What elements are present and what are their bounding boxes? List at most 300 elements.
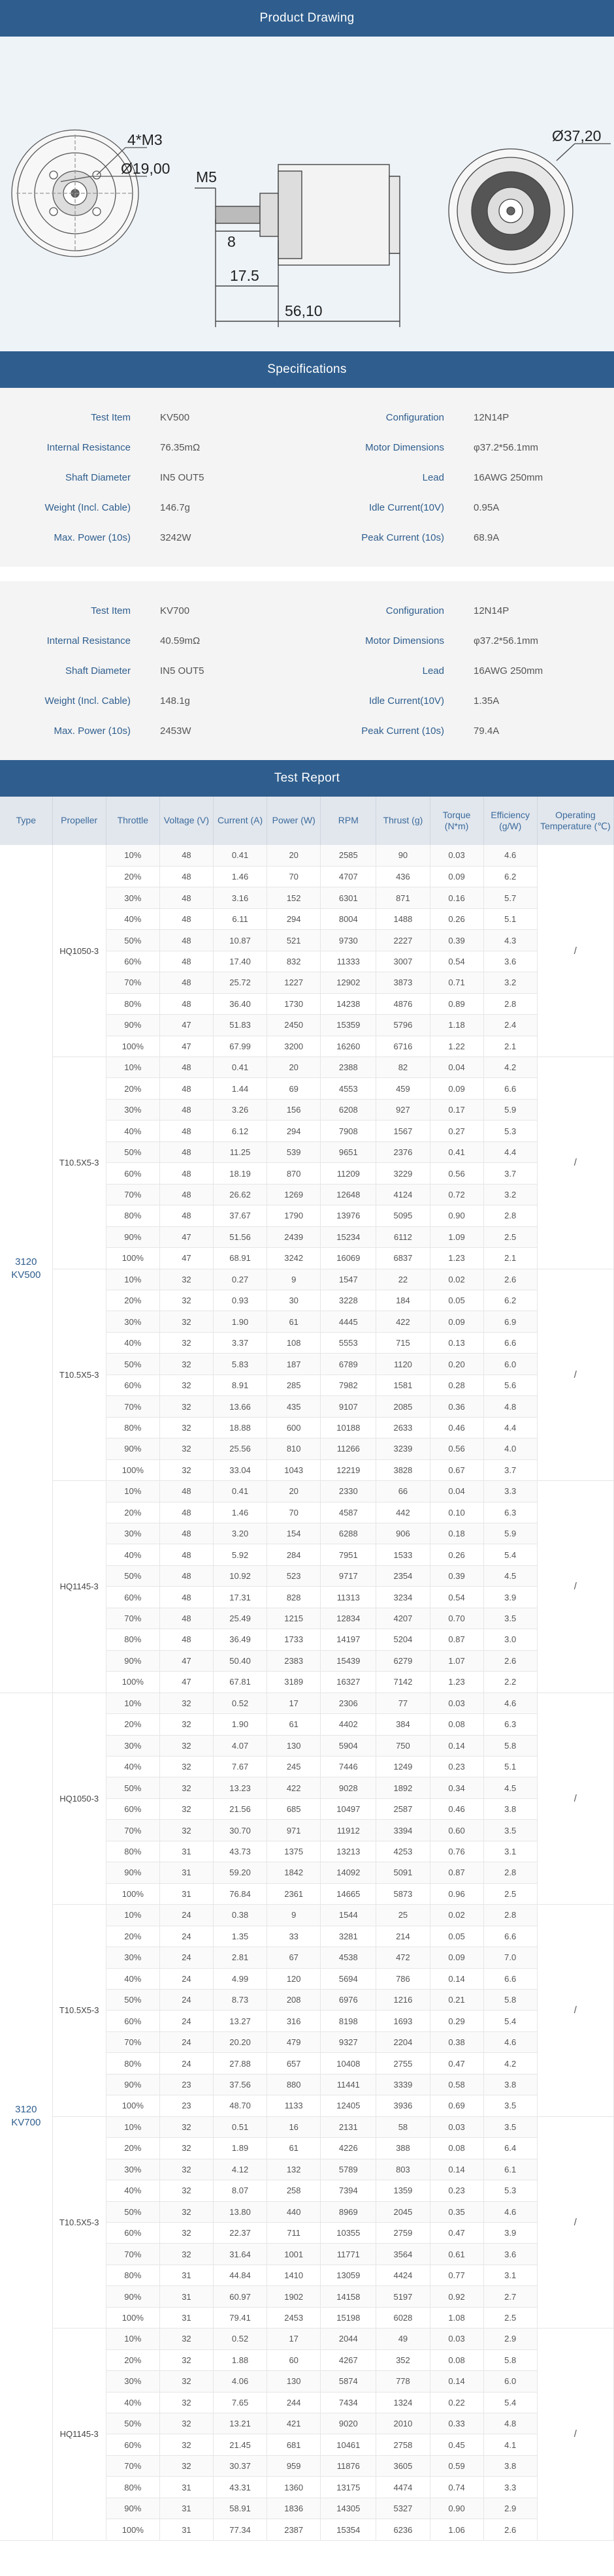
data-cell: 7982 (321, 1375, 376, 1395)
data-cell: 3239 (376, 1439, 430, 1459)
data-cell: 0.26 (430, 908, 483, 929)
data-cell: 5091 (376, 1862, 430, 1883)
data-cell: 715 (376, 1332, 430, 1353)
data-cell: 245 (267, 1756, 321, 1777)
data-cell: 4.06 (214, 2371, 267, 2392)
data-cell: 2453 (267, 2307, 321, 2328)
data-cell: 4.8 (483, 2413, 537, 2434)
data-cell: 2587 (376, 1798, 430, 1819)
data-cell: 9717 (321, 1565, 376, 1586)
report-header-cell: Current (A) (214, 797, 267, 845)
data-cell: 4.2 (483, 1057, 537, 1078)
report-header-cell: Thrust (g) (376, 797, 430, 845)
data-cell: 25.72 (214, 972, 267, 993)
data-cell: 24 (159, 2011, 213, 2031)
data-cell: 32 (159, 1269, 213, 1290)
data-cell: 24 (159, 1947, 213, 1968)
data-cell: 187 (267, 1354, 321, 1375)
data-cell: 32 (159, 2201, 213, 2222)
data-cell: 32 (159, 2434, 213, 2455)
data-cell: 0.29 (430, 2011, 483, 2031)
data-cell: 2387 (267, 2519, 321, 2540)
data-cell: 17.40 (214, 951, 267, 972)
data-cell: 3007 (376, 951, 430, 972)
data-cell: 657 (267, 2053, 321, 2074)
data-cell: 0.47 (430, 2222, 483, 2243)
table-row (0, 1693, 614, 1713)
data-cell: 0.23 (430, 1756, 483, 1777)
data-cell: 70% (106, 1184, 159, 1205)
data-cell: 31.64 (214, 2244, 267, 2265)
data-cell: 0.96 (430, 1883, 483, 1904)
data-cell: 9730 (321, 930, 376, 951)
data-cell: 20 (267, 845, 321, 866)
data-cell: 23 (159, 2074, 213, 2095)
data-cell: 0.08 (430, 1714, 483, 1735)
data-cell: 32 (159, 1375, 213, 1395)
data-cell: 1547 (321, 1269, 376, 1290)
data-cell: 31 (159, 2477, 213, 2498)
data-cell: 2.6 (483, 1269, 537, 1290)
data-cell: 11441 (321, 2074, 376, 2095)
table-row (0, 2116, 614, 2137)
data-cell: 6.6 (483, 1968, 537, 1989)
data-cell: 1.23 (430, 1672, 483, 1693)
data-cell: 8969 (321, 2201, 376, 2222)
data-cell: 0.34 (430, 1777, 483, 1798)
data-cell: 4402 (321, 1714, 376, 1735)
data-cell: 5.9 (483, 1099, 537, 1120)
table-row (0, 2329, 614, 2349)
data-cell: 1.35 (214, 1926, 267, 1947)
spec-value: 2453W (160, 725, 191, 737)
data-cell: 17 (267, 2329, 321, 2349)
data-cell: 60.97 (214, 2286, 267, 2307)
data-cell: 11209 (321, 1163, 376, 1184)
spec-row (0, 462, 614, 492)
data-cell: 48.70 (214, 2095, 267, 2116)
data-cell: 0.10 (430, 1502, 483, 1523)
data-cell: 16260 (321, 1036, 376, 1057)
data-cell: 31 (159, 2307, 213, 2328)
data-cell: 5.8 (483, 2349, 537, 2370)
data-cell: 50.40 (214, 1650, 267, 1671)
data-cell: 5.4 (483, 2011, 537, 2031)
data-cell: 10.87 (214, 930, 267, 951)
data-cell: 1216 (376, 1989, 430, 2010)
data-cell: 2.7 (483, 2286, 537, 2307)
data-cell: 3.26 (214, 1099, 267, 1120)
data-cell: 435 (267, 1396, 321, 1417)
data-cell: 4.12 (214, 2159, 267, 2180)
spec-value: 12N14P (474, 411, 509, 423)
data-cell: 294 (267, 908, 321, 929)
data-cell: 32 (159, 1693, 213, 1713)
spec-value: KV700 (160, 605, 190, 616)
data-cell: 2354 (376, 1565, 430, 1586)
data-cell: 959 (267, 2455, 321, 2476)
data-cell: 60% (106, 2434, 159, 2455)
data-cell: 3.1 (483, 1841, 537, 1862)
data-cell: 7434 (321, 2392, 376, 2413)
data-cell: 51.83 (214, 1015, 267, 1036)
data-cell: 0.46 (430, 1417, 483, 1438)
data-cell: 1.22 (430, 1036, 483, 1057)
product-drawing (0, 37, 614, 351)
data-cell: 18.19 (214, 1163, 267, 1184)
data-cell: 2.9 (483, 2498, 537, 2519)
data-cell: 4587 (321, 1502, 376, 1523)
data-cell: 70% (106, 1608, 159, 1629)
data-cell: 1842 (267, 1862, 321, 1883)
data-cell: 13.27 (214, 2011, 267, 2031)
data-cell: 22 (376, 1269, 430, 1290)
data-cell: 50% (106, 1777, 159, 1798)
data-cell: 14158 (321, 2286, 376, 2307)
data-cell: 3.37 (214, 1332, 267, 1353)
data-cell: 6.2 (483, 866, 537, 887)
data-cell: 0.05 (430, 1926, 483, 1947)
data-cell: 24 (159, 1926, 213, 1947)
data-cell: 32 (159, 1756, 213, 1777)
motor-type-cell: 3120 KV500 (0, 845, 52, 1693)
data-cell: 8198 (321, 2011, 376, 2031)
data-cell: 2.9 (483, 2329, 537, 2349)
data-cell: 1533 (376, 1544, 430, 1565)
data-cell: 90% (106, 2498, 159, 2519)
spec-label: Weight (Incl. Cable) (44, 695, 131, 707)
data-cell: 3229 (376, 1163, 430, 1184)
data-cell: 3828 (376, 1459, 430, 1480)
data-cell: 10461 (321, 2434, 376, 2455)
data-cell: 10.92 (214, 1565, 267, 1586)
data-cell: 60% (106, 951, 159, 972)
data-cell: 7394 (321, 2180, 376, 2201)
motor-drawing-svg (0, 37, 614, 351)
data-cell: 32 (159, 1396, 213, 1417)
data-cell: 3.5 (483, 2095, 537, 2116)
data-cell: 12219 (321, 1459, 376, 1480)
data-cell: 0.69 (430, 2095, 483, 2116)
data-cell: 40% (106, 1968, 159, 1989)
data-cell: 6.6 (483, 1078, 537, 1099)
data-cell: 5.6 (483, 1375, 537, 1395)
data-cell: 32 (159, 1798, 213, 1819)
data-cell: 21.45 (214, 2434, 267, 2455)
data-cell: 30% (106, 1947, 159, 1968)
data-cell: 0.20 (430, 1354, 483, 1375)
data-cell: 61 (267, 2138, 321, 2159)
data-cell: 60% (106, 1375, 159, 1395)
data-cell: 80% (106, 1629, 159, 1650)
data-cell: 48 (159, 1502, 213, 1523)
data-cell: 14665 (321, 1883, 376, 1904)
data-cell: 0.87 (430, 1629, 483, 1650)
data-cell: 4.0 (483, 1439, 537, 1459)
data-cell: 2633 (376, 1417, 430, 1438)
data-cell: 40% (106, 1756, 159, 1777)
data-cell: 90% (106, 1015, 159, 1036)
data-cell: 11876 (321, 2455, 376, 2476)
data-cell: 100% (106, 2519, 159, 2540)
data-cell: 9020 (321, 2413, 376, 2434)
data-cell: 31 (159, 2498, 213, 2519)
data-cell: 10% (106, 1693, 159, 1713)
data-cell: 20% (106, 2138, 159, 2159)
data-cell: 32 (159, 1459, 213, 1480)
data-cell: 9107 (321, 1396, 376, 1417)
motor-type-cell: 3120 KV700 (0, 1693, 52, 2540)
data-cell: 1892 (376, 1777, 430, 1798)
data-cell: 1.08 (430, 2307, 483, 2328)
data-cell: 6279 (376, 1650, 430, 1671)
data-cell: 32 (159, 2222, 213, 2243)
data-cell: 2.8 (483, 1205, 537, 1226)
data-cell: 2306 (321, 1693, 376, 1713)
data-cell: 0.02 (430, 1269, 483, 1290)
data-cell: 711 (267, 2222, 321, 2243)
spec-row (0, 492, 614, 522)
data-cell: 100% (106, 1036, 159, 1057)
data-cell: 442 (376, 1502, 430, 1523)
data-cell: 17 (267, 1693, 321, 1713)
data-cell: 61 (267, 1311, 321, 1332)
data-cell: 40% (106, 1332, 159, 1353)
data-cell: 4707 (321, 866, 376, 887)
data-cell: 82 (376, 1057, 430, 1078)
propeller-cell: T10.5X5-3 (52, 1057, 106, 1269)
temperature-cell: / (537, 1269, 613, 1481)
data-cell: 0.92 (430, 2286, 483, 2307)
data-cell: 15359 (321, 1015, 376, 1036)
data-cell: 0.41 (214, 1057, 267, 1078)
spec-row (0, 596, 614, 626)
data-cell: 6.9 (483, 1311, 537, 1332)
table-row (0, 845, 614, 866)
data-cell: 6.0 (483, 1354, 537, 1375)
data-cell: 1359 (376, 2180, 430, 2201)
dim-holes: 4*M3 (127, 131, 163, 148)
test-report-table (0, 797, 614, 2541)
data-cell: 422 (267, 1777, 321, 1798)
data-cell: 20 (267, 1481, 321, 1502)
spec-row (0, 432, 614, 462)
data-cell: 0.74 (430, 2477, 483, 2498)
data-cell: 803 (376, 2159, 430, 2180)
data-cell: 80% (106, 2053, 159, 2074)
data-cell: 3.3 (483, 1481, 537, 1502)
spec-value: 3242W (160, 532, 191, 543)
data-cell: 0.61 (430, 2244, 483, 2265)
data-cell: 1581 (376, 1375, 430, 1395)
data-cell: 15439 (321, 1650, 376, 1671)
spec-label: Shaft Diameter (65, 471, 131, 483)
data-cell: 68.91 (214, 1248, 267, 1269)
data-cell: 80% (106, 1841, 159, 1862)
spec-label: Lead (422, 471, 444, 483)
data-cell: 24 (159, 2053, 213, 2074)
data-cell: 40% (106, 2180, 159, 2201)
data-cell: 0.77 (430, 2265, 483, 2285)
top-view (449, 144, 611, 273)
data-cell: 13059 (321, 2265, 376, 2285)
data-cell: 1.46 (214, 866, 267, 887)
data-cell: 48 (159, 887, 213, 908)
data-cell: 32 (159, 1777, 213, 1798)
data-cell: 0.09 (430, 1311, 483, 1332)
data-cell: 1.06 (430, 2519, 483, 2540)
data-cell: 422 (376, 1311, 430, 1332)
data-cell: 77 (376, 1693, 430, 1713)
data-cell: 48 (159, 1163, 213, 1184)
data-cell: 832 (267, 951, 321, 972)
data-cell: 43.73 (214, 1841, 267, 1862)
data-cell: 2450 (267, 1015, 321, 1036)
data-cell: 10% (106, 2329, 159, 2349)
data-cell: 10355 (321, 2222, 376, 2243)
data-cell: 0.35 (430, 2201, 483, 2222)
data-cell: 90% (106, 1862, 159, 1883)
data-cell: 4876 (376, 993, 430, 1014)
data-cell: 828 (267, 1587, 321, 1608)
propeller-cell: HQ1145-3 (52, 2329, 106, 2541)
data-cell: 479 (267, 2031, 321, 2052)
data-cell: 11313 (321, 1587, 376, 1608)
data-cell: 1.44 (214, 1078, 267, 1099)
data-cell: 0.56 (430, 1163, 483, 1184)
data-cell: 1227 (267, 972, 321, 993)
data-cell: 2085 (376, 1396, 430, 1417)
drawing-title: Product Drawing (0, 0, 614, 37)
report-header-cell: Throttle (106, 797, 159, 845)
data-cell: 0.33 (430, 2413, 483, 2434)
data-cell: 0.13 (430, 1332, 483, 1353)
data-cell: 22.37 (214, 2222, 267, 2243)
data-cell: 600 (267, 1417, 321, 1438)
data-cell: 5.8 (483, 1989, 537, 2010)
spec-value: 16AWG 250mm (474, 471, 543, 483)
data-cell: 521 (267, 930, 321, 951)
data-cell: 6.3 (483, 1502, 537, 1523)
data-cell: 70% (106, 972, 159, 993)
data-cell: 21.56 (214, 1798, 267, 1819)
data-cell: 0.21 (430, 1989, 483, 2010)
data-cell: 0.16 (430, 887, 483, 908)
data-cell: 48 (159, 1141, 213, 1162)
data-cell: 79.41 (214, 2307, 267, 2328)
data-cell: 6976 (321, 1989, 376, 2010)
data-cell: 6837 (376, 1248, 430, 1269)
data-cell: 4538 (321, 1947, 376, 1968)
data-cell: 0.76 (430, 1841, 483, 1862)
data-cell: 10% (106, 1269, 159, 1290)
data-cell: 3.20 (214, 1523, 267, 1544)
data-cell: 685 (267, 1798, 321, 1819)
data-cell: 6112 (376, 1226, 430, 1247)
data-cell: 1836 (267, 2498, 321, 2519)
data-cell: 32 (159, 2392, 213, 2413)
data-cell: 0.27 (430, 1121, 483, 1141)
propeller-cell: HQ1145-3 (52, 1481, 106, 1693)
data-cell: 32 (159, 2455, 213, 2476)
data-cell: 30% (106, 887, 159, 908)
data-cell: 8.73 (214, 1989, 267, 2010)
data-cell: 4.5 (483, 1777, 537, 1798)
data-cell: 31 (159, 2519, 213, 2540)
propeller-cell: HQ1050-3 (52, 845, 106, 1057)
data-cell: 20.20 (214, 2031, 267, 2052)
spec-value: 148.1g (160, 695, 190, 707)
data-cell: 5.1 (483, 908, 537, 929)
temperature-cell: / (537, 1905, 613, 2117)
data-cell: 786 (376, 1968, 430, 1989)
report-header-cell: Type (0, 797, 52, 845)
data-cell: 0.03 (430, 2329, 483, 2349)
data-cell: 130 (267, 1735, 321, 1756)
data-cell: 3339 (376, 2074, 430, 2095)
data-cell: 90% (106, 1439, 159, 1459)
data-cell: 2131 (321, 2116, 376, 2137)
data-cell: 70% (106, 2244, 159, 2265)
data-cell: 1324 (376, 2392, 430, 2413)
data-cell: 5.83 (214, 1354, 267, 1375)
temperature-cell: / (537, 1693, 613, 1905)
spec-label: Internal Resistance (46, 635, 131, 646)
data-cell: 0.27 (214, 1269, 267, 1290)
data-cell: 90% (106, 1226, 159, 1247)
data-cell: 14197 (321, 1629, 376, 1650)
data-cell: 4.3 (483, 930, 537, 951)
data-cell: 70% (106, 1396, 159, 1417)
data-cell: 4.8 (483, 1396, 537, 1417)
spec-label: Weight (Incl. Cable) (44, 501, 131, 513)
data-cell: 20% (106, 1714, 159, 1735)
data-cell: 37.67 (214, 1205, 267, 1226)
data-cell: 523 (267, 1565, 321, 1586)
data-cell: 30% (106, 1523, 159, 1544)
data-cell: 2204 (376, 2031, 430, 2052)
data-cell: 5.92 (214, 1544, 267, 1565)
data-cell: 2585 (321, 845, 376, 866)
data-cell: 4253 (376, 1841, 430, 1862)
data-cell: 1.90 (214, 1714, 267, 1735)
temperature-cell: / (537, 2116, 613, 2329)
data-cell: 100% (106, 1672, 159, 1693)
data-cell: 906 (376, 1523, 430, 1544)
data-cell: 1567 (376, 1121, 430, 1141)
data-cell: 0.05 (430, 1290, 483, 1311)
data-cell: 5.4 (483, 1544, 537, 1565)
data-cell: 184 (376, 1290, 430, 1311)
spec-row (0, 716, 614, 746)
data-cell: 2.8 (483, 993, 537, 1014)
data-cell: 6.3 (483, 1714, 537, 1735)
data-cell: 60% (106, 1798, 159, 1819)
data-cell: 61 (267, 1714, 321, 1735)
data-cell: 7.65 (214, 2392, 267, 2413)
data-cell: 70% (106, 1820, 159, 1841)
data-cell: 5204 (376, 1629, 430, 1650)
spec-label: Configuration (385, 605, 444, 616)
data-cell: 30 (267, 1290, 321, 1311)
spec-label: Configuration (385, 411, 444, 423)
data-cell: 0.52 (214, 1693, 267, 1713)
data-cell: 0.54 (430, 1587, 483, 1608)
data-cell: 1.23 (430, 1248, 483, 1269)
data-cell: 6.2 (483, 1290, 537, 1311)
data-cell: 3.8 (483, 2455, 537, 2476)
data-cell: 154 (267, 1523, 321, 1544)
